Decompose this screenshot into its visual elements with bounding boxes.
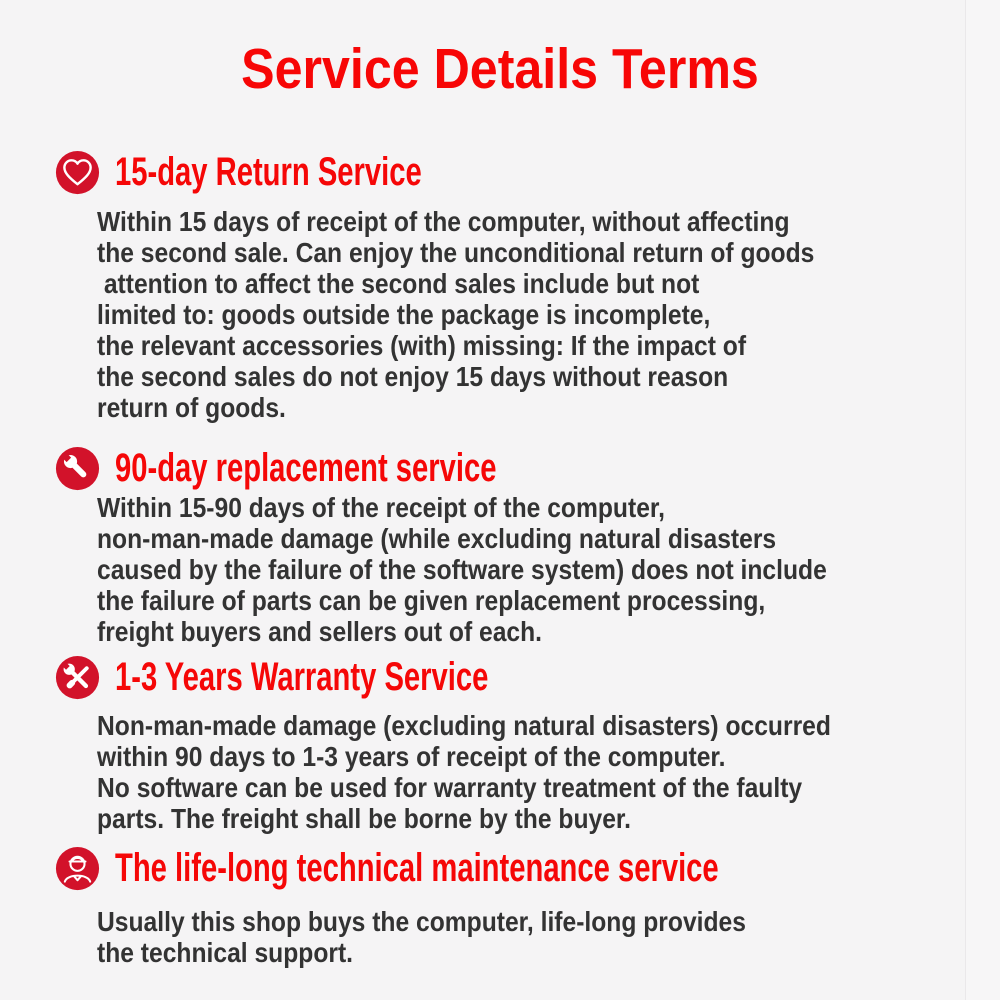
crossed-tools-icon bbox=[55, 655, 100, 700]
text-line: limited to: goods outside the package is incomplete, bbox=[97, 299, 711, 330]
section-header-warranty bbox=[55, 655, 626, 700]
text-line: the failure of parts can be given replacement processing, bbox=[97, 585, 766, 616]
section-title: 15-day Return Service bbox=[115, 150, 422, 194]
heart-icon bbox=[55, 150, 100, 195]
text-line: Non-man-made damage (excluding natural disasters) occurred bbox=[97, 710, 831, 741]
text-line: non-man-made damage (while excluding natural disasters bbox=[97, 523, 777, 554]
text-line: No software can be used for warranty treatment of the faulty bbox=[97, 772, 803, 803]
text-line: the technical support. bbox=[97, 937, 354, 968]
technician-icon bbox=[55, 846, 100, 891]
section-header-return bbox=[55, 150, 535, 195]
right-edge-line bbox=[965, 0, 966, 1000]
section-title: 90-day replacement service bbox=[115, 446, 497, 490]
wrench-icon bbox=[55, 446, 100, 491]
text-line: parts. The freight shall be borne by the buyer. bbox=[97, 803, 631, 834]
text-line: Usually this shop buys the computer, life-long provides bbox=[97, 906, 746, 937]
section-title: 1-3 Years Warranty Service bbox=[115, 655, 489, 699]
text-line: Within 15-90 days of the receipt of the computer, bbox=[97, 492, 665, 523]
section-body bbox=[97, 906, 834, 968]
text-line: return of goods. bbox=[97, 392, 286, 423]
text-line: the second sales do not enjoy 15 days without reason bbox=[97, 361, 729, 392]
section-body bbox=[97, 710, 931, 834]
text-line: Within 15 days of receipt of the computer, without affecting bbox=[97, 206, 790, 237]
text-line: caused by the failure of the software system) does not include bbox=[97, 554, 827, 585]
text-line: freight buyers and sellers out of each. bbox=[97, 616, 543, 647]
section-body bbox=[97, 206, 912, 423]
text-line: the relevant accessories (with) missing: If the impact of bbox=[97, 330, 747, 361]
section-header-maintenance bbox=[55, 846, 942, 891]
section-header-replacement bbox=[55, 446, 638, 491]
page-title: Service Details Terms bbox=[241, 37, 759, 101]
right-edge-strip bbox=[966, 0, 1000, 1000]
section-title: The life-long technical maintenance service bbox=[115, 846, 719, 890]
text-line: within 90 days to 1-3 years of receipt of the computer. bbox=[97, 741, 726, 772]
section-body bbox=[97, 492, 926, 647]
text-line: the second sale. Can enjoy the unconditional return of goods bbox=[97, 237, 815, 268]
text-line: attention to affect the second sales include but not bbox=[97, 268, 700, 299]
